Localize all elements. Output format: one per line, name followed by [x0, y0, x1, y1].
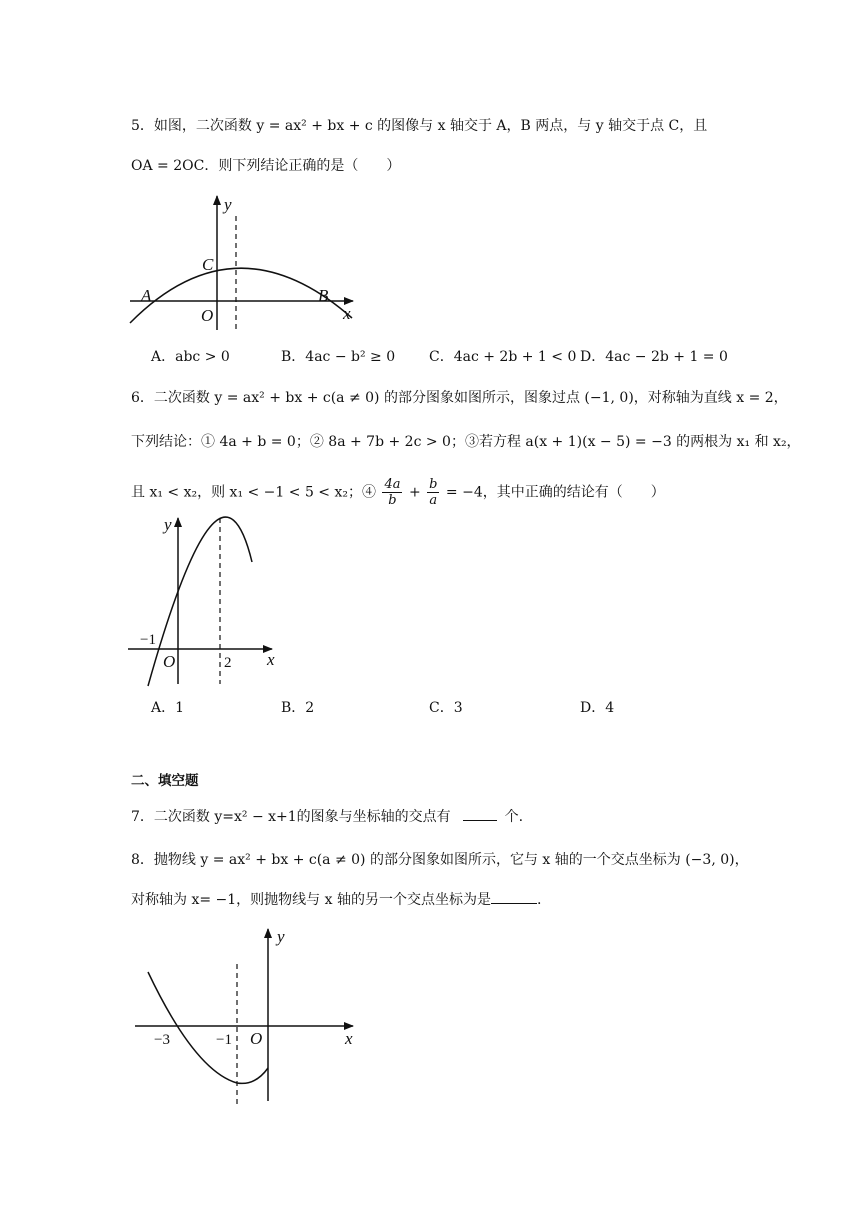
q6-label-neg1: −1 [140, 632, 156, 648]
q8-graph [130, 926, 360, 1106]
q6-line3-b: = −4，其中正确的结论有（ ） [445, 484, 665, 501]
q7-text [131, 806, 523, 827]
q6-fraction-4a-b [382, 477, 402, 508]
q5-label-b: B [318, 286, 329, 305]
q8-label-y: y [277, 927, 285, 946]
q6-frac1-den: b [388, 493, 397, 508]
q8-line1: 8．抛物线 y = ax² + bx + c(a ≠ 0) 的部分图象如图所示，它与 x 轴的一个交点坐标为 (−3, 0)， [131, 852, 749, 868]
q6-line3-a: 且 x₁ < x₂，则 x₁ < −1 < 5 < x₂；④ [131, 484, 376, 501]
q6-label-y: y [164, 515, 172, 534]
q7-text-b: 个. [504, 809, 524, 825]
q8-label-x: x [345, 1029, 353, 1048]
q6-label-o: O [163, 652, 176, 671]
q5-line2: OA = 2OC．则下列结论正确的是（ ） [131, 158, 401, 174]
q6-line1: 6．二次函数 y = ax² + bx + c(a ≠ 0) 的部分图象如图所示，图象过点 (−1, 0)，对称轴为直线 x = 2， [131, 390, 788, 406]
q5-label-x: x [343, 304, 351, 323]
section-heading-fill-in: 二、填空题 [131, 773, 199, 789]
q6-line2: 下列结论：① 4a + b = 0；② 8a + 7b + 2c > 0；③若方程 a(x + 1)(x − 5) = −3 的两根为 x₁ 和 x₂， [131, 434, 801, 450]
q8-line2-b: . [536, 892, 542, 908]
q6-option-a: A．1 [151, 700, 185, 716]
q5-option-c: C．4ac + 2b + 1 < 0 [429, 349, 577, 365]
q6-line3 [131, 477, 665, 508]
q8-line2 [131, 889, 541, 910]
q8-line2-a: 对称轴为 x= −1，则抛物线与 x 轴的另一个交点坐标为是 [131, 892, 491, 908]
q5-graph [120, 188, 370, 338]
q8-parabola [148, 972, 268, 1083]
q6-option-d: D．4 [580, 700, 615, 716]
q6-plus: + [408, 484, 421, 501]
q8-label-neg1: −1 [216, 1032, 232, 1048]
q5-label-o: O [201, 306, 214, 325]
q5-option-a: A．abc > 0 [151, 349, 230, 365]
q7-answer-blank [463, 806, 497, 821]
q5-label-a: A [141, 286, 152, 305]
q6-label-x: x [267, 650, 275, 669]
q5-line1: 5．如图，二次函数 y = ax² + bx + c 的图像与 x 轴交于 A，B 两点，与 y 轴交于点 C，且 [131, 118, 708, 134]
q5-label-y: y [224, 195, 232, 214]
q5-option-d: D．4ac − 2b + 1 = 0 [580, 349, 728, 365]
q6-frac2-den: a [429, 493, 438, 508]
q6-option-b: B．2 [281, 700, 315, 716]
q6-frac1-num: 4a [384, 477, 401, 492]
q8-answer-blank [491, 889, 537, 904]
q5-label-c: C [202, 255, 214, 274]
q6-option-c: C．3 [429, 700, 463, 716]
q6-frac2-num: b [429, 477, 438, 492]
q6-label-2: 2 [224, 655, 232, 671]
q8-label-neg3: −3 [154, 1032, 170, 1048]
q5-option-b: B．4ac − b² ≥ 0 [281, 349, 396, 365]
q8-label-o: O [250, 1029, 263, 1048]
q6-fraction-b-a [427, 477, 439, 508]
q6-graph [120, 514, 290, 694]
q7-text-a: 7．二次函数 y=x² − x+1的图象与坐标轴的交点有 [131, 809, 451, 825]
